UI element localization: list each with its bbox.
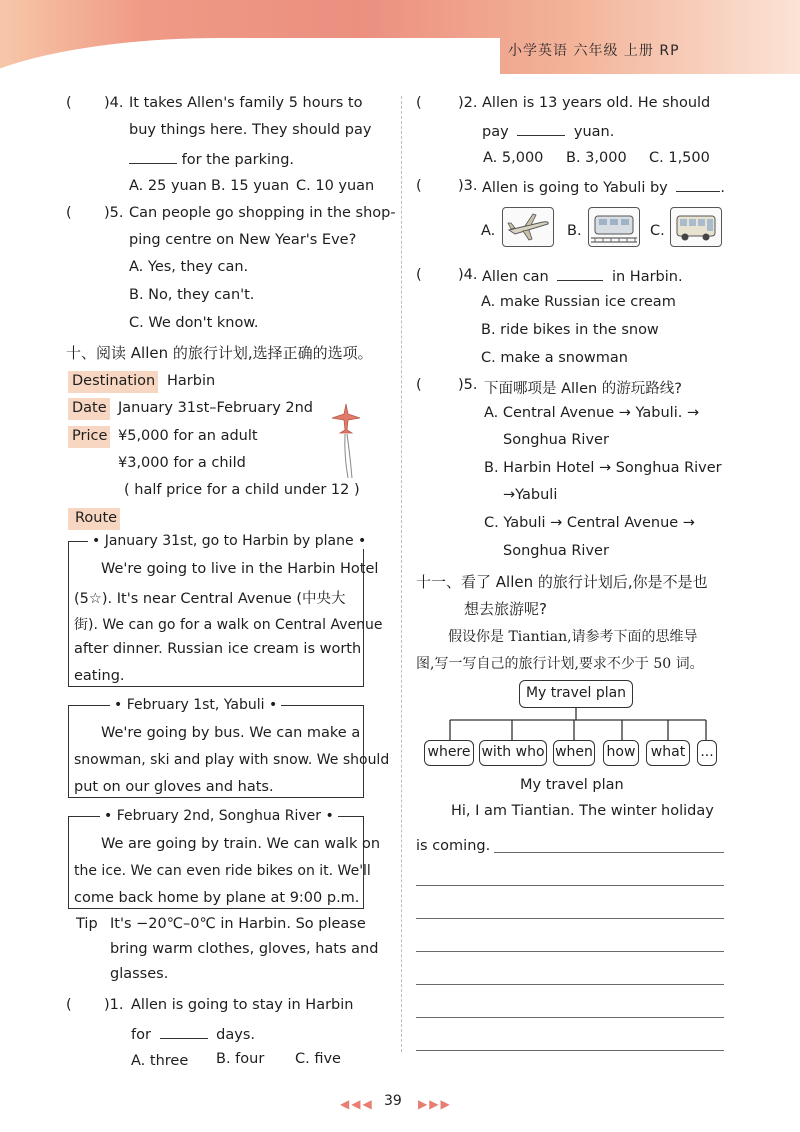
bus-icon — [670, 207, 722, 247]
essay-line2: is coming. — [416, 838, 491, 854]
q4-paren: ( — [66, 95, 72, 111]
q2-option-b: B. 3,000 — [566, 150, 627, 166]
q5r-option-b-line1: B. Harbin Hotel → Songhua River — [484, 460, 722, 476]
q4r-head: Allen can — [482, 269, 549, 285]
train-icon — [588, 207, 640, 247]
day3-line2: the ice. We can even ride bikes on it. We'll — [74, 863, 371, 879]
q10-1-option-a: A. three — [131, 1053, 189, 1069]
mindmap-node-what: what — [646, 740, 690, 766]
day3-line3: come back home by plane at 9:00 p.m. — [74, 890, 360, 906]
q5-option-a: A. Yes, they can. — [129, 259, 249, 275]
q3-line1 — [482, 178, 725, 196]
answer-blank[interactable] — [517, 122, 565, 136]
q2-line2 — [482, 122, 614, 140]
tip-line1: It's −20℃–0℃ in Harbin. So please — [110, 916, 366, 932]
q3-period: . — [720, 180, 725, 196]
mindmap-root: My travel plan — [519, 680, 633, 708]
q5r-option-a-line2: Songhua River — [503, 432, 609, 448]
price-label: Price — [72, 428, 108, 444]
section10-heading: 十、阅读 Allen 的旅行计划,选择正确的选项。 — [66, 344, 373, 362]
day2-line3: put on our gloves and hats. — [74, 779, 274, 795]
q4-option-c: C. 10 yuan — [296, 178, 375, 194]
q5r-line1: 下面哪项是 Allen 的游玩路线? — [484, 381, 683, 397]
q4r-line1 — [482, 267, 683, 285]
q5r-number: )5. — [458, 377, 478, 393]
q10-1-line2 — [131, 1025, 255, 1043]
q2-line2-head: pay — [482, 124, 509, 140]
tip-line3: glasses. — [110, 966, 169, 982]
price-child: ¥3,000 for a child — [118, 455, 246, 471]
q10-1-line1: Allen is going to stay in Harbin — [131, 997, 354, 1013]
q3-option-c-label: C. — [650, 223, 665, 239]
mindmap-connectors — [420, 706, 720, 742]
tip-line2: bring warm clothes, gloves, hats and — [110, 941, 379, 957]
essay-title: My travel plan — [520, 777, 624, 793]
answer-blank[interactable] — [676, 178, 720, 192]
q5r-option-c-line2: Songhua River — [503, 543, 609, 559]
price-adult: ¥5,000 for an adult — [118, 428, 258, 444]
q4r-number: )4. — [458, 267, 478, 283]
destination-label: Destination — [72, 373, 156, 389]
mindmap-node-when: when — [553, 740, 595, 766]
section11-heading-line2: 想去旅游呢? — [464, 600, 547, 618]
section11-instruction-line2: 图,写一写自己的旅行计划,要求不少于 50 词。 — [416, 656, 704, 672]
q3-number: )3. — [458, 178, 478, 194]
q4-line1: It takes Allen's family 5 hours to — [129, 95, 363, 111]
q5-option-c: C. We don't know. — [129, 315, 259, 331]
essay-line1: Hi, I am Tiantian. The winter holiday — [451, 803, 714, 819]
footer-right-arrows-icon: ▶▶▶ — [418, 1097, 452, 1111]
q4r-option-a: A. make Russian ice cream — [481, 294, 676, 310]
q4r-option-c: C. make a snowman — [481, 350, 628, 366]
q4-line2: buy things here. They should pay — [129, 122, 372, 138]
q4-number: )4. — [104, 95, 124, 111]
writing-line[interactable] — [416, 1017, 724, 1018]
day2-line2: snowman, ski and play with snow. We should — [74, 752, 390, 768]
q4r-option-b: B. ride bikes in the snow — [481, 322, 659, 338]
writing-line[interactable] — [416, 984, 724, 985]
q5-paren: ( — [66, 205, 72, 221]
q2-number: )2. — [458, 95, 478, 111]
q4r-tail: in Harbin. — [611, 269, 683, 285]
section11-heading-line1: 十一、看了 Allen 的旅行计划后,你是不是也 — [416, 573, 708, 591]
footer-left-arrows-icon: ◀◀◀ — [340, 1097, 374, 1111]
day2-line1: We're going by bus. We can make a — [101, 725, 361, 741]
answer-blank[interactable] — [160, 1025, 208, 1039]
q4-option-b: B. 15 yuan — [211, 178, 290, 194]
q10-1-line2-tail: days. — [216, 1027, 255, 1043]
writing-line[interactable] — [494, 852, 724, 853]
q3-option-a-label: A. — [481, 223, 496, 239]
day1-line2: (5☆). It's near Central Avenue (中央大 — [74, 591, 346, 607]
mindmap-node-more: ... — [697, 740, 717, 766]
writing-line[interactable] — [416, 918, 724, 919]
route-box-day2-title: • February 1st, Yabuli • — [110, 697, 281, 713]
q10-1-option-c: C. five — [295, 1051, 341, 1067]
q2-option-c: C. 1,500 — [649, 150, 710, 166]
header-title: 小学英语 六年级 上册 RP — [508, 43, 680, 59]
section11-instruction-line1: 假设你是 Tiantian,请参考下面的思维导 — [448, 629, 698, 645]
day1-line1: We're going to live in the Harbin Hotel — [101, 561, 379, 577]
q5r-paren: ( — [416, 377, 422, 393]
writing-line[interactable] — [416, 1050, 724, 1051]
q5-line2: ping centre on New Year's Eve? — [129, 232, 357, 248]
day1-line5: eating. — [74, 668, 125, 684]
q4-option-a: A. 25 yuan — [129, 178, 207, 194]
column-divider — [401, 96, 402, 1052]
q5r-option-b-line2: →Yabuli — [503, 487, 558, 503]
mindmap-node-where: where — [424, 740, 474, 766]
q10-1-number: )1. — [104, 997, 124, 1013]
q3-option-b-label: B. — [567, 223, 582, 239]
day1-line4: after dinner. Russian ice cream is worth — [74, 641, 362, 657]
route-box-day1-title: • January 31st, go to Harbin by plane • — [88, 533, 370, 549]
q4r-paren: ( — [416, 267, 422, 283]
mindmap-node-how: how — [603, 740, 639, 766]
date-label: Date — [72, 400, 107, 416]
route-box-day3-title: • February 2nd, Songhua River • — [100, 808, 338, 824]
airplane-doodle-icon — [326, 400, 366, 480]
q10-1-option-b: B. four — [216, 1051, 265, 1067]
q5-number: )5. — [104, 205, 124, 221]
q5r-option-a-line1: A. Central Avenue → Yabuli. → — [484, 405, 700, 421]
q5-line1: Can people go shopping in the shop- — [129, 205, 396, 221]
page-number: 39 — [384, 1093, 402, 1109]
q4-line3-tail: for the parking. — [181, 152, 295, 168]
answer-blank[interactable] — [129, 150, 177, 164]
q2-line1: Allen is 13 years old. He should — [482, 95, 711, 111]
tip-label: Tip — [76, 916, 98, 932]
q10-1-line2-head: for — [131, 1027, 151, 1043]
mindmap-node-with-who: with who — [479, 740, 547, 766]
route-label: Route — [75, 510, 118, 526]
q5r-option-c-line1: C. Yabuli → Central Avenue → — [484, 515, 695, 531]
date-value: January 31st–February 2nd — [118, 400, 313, 416]
writing-line[interactable] — [416, 951, 724, 952]
q3-paren: ( — [416, 178, 422, 194]
q10-1-paren: ( — [66, 997, 72, 1013]
writing-line[interactable] — [416, 885, 724, 886]
q2-paren: ( — [416, 95, 422, 111]
airplane-icon — [502, 207, 554, 247]
price-note: ( half price for a child under 12 ) — [124, 482, 360, 498]
destination-value: Harbin — [167, 373, 216, 389]
day1-line3: 街). We can go for a walk on Central Avenue — [74, 617, 383, 633]
q2-line2-tail: yuan. — [573, 124, 615, 140]
answer-blank[interactable] — [557, 267, 603, 281]
q4-line3 — [129, 150, 294, 168]
q3-line1-text: Allen is going to Yabuli by — [482, 180, 668, 196]
q5-option-b: B. No, they can't. — [129, 287, 255, 303]
day3-line1: We are going by train. We can walk on — [101, 836, 381, 852]
q2-option-a: A. 5,000 — [483, 150, 544, 166]
